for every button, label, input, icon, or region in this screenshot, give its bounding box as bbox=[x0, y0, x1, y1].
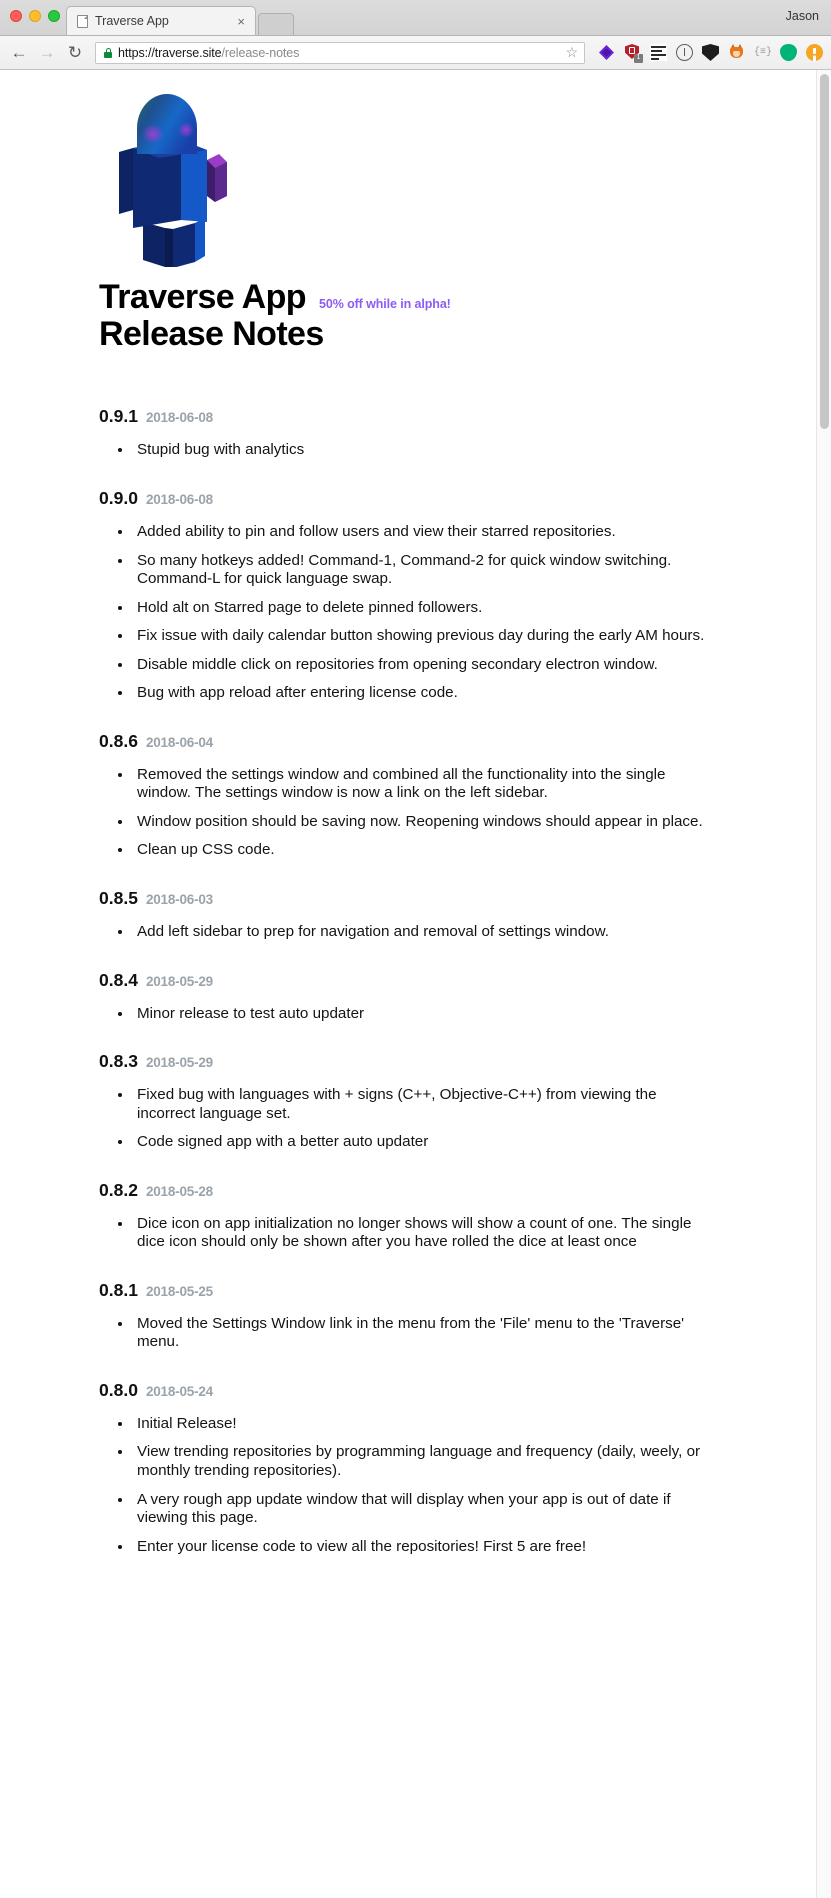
release-version-heading bbox=[99, 1162, 711, 1201]
page-subtitle: Release Notes bbox=[99, 314, 324, 353]
list-item: • Bug with app reload after entering license code. bbox=[133, 684, 711, 703]
window-traffic-lights bbox=[10, 10, 60, 22]
list-item: • Removed the settings window and combined all the functionality into the single window. The settings window is now a link on the left sidebar. bbox=[133, 766, 711, 803]
release-entry bbox=[99, 1033, 711, 1152]
lock-icon bbox=[104, 48, 112, 58]
tab-strip bbox=[0, 0, 831, 36]
release-date: 2018-05-29 bbox=[145, 1055, 213, 1071]
release-date: 2018-05-25 bbox=[145, 1283, 213, 1299]
release-version-heading bbox=[99, 470, 711, 509]
release-version: 0.8.2 bbox=[99, 1179, 138, 1200]
circle-exclamation-extension-icon[interactable] bbox=[676, 44, 693, 61]
list-item: • View trending repositories by programming language and frequency (daily, weely, or monthly trending repositories). bbox=[133, 1443, 711, 1480]
fox-extension-icon[interactable] bbox=[728, 44, 745, 61]
release-entry bbox=[99, 1162, 711, 1252]
list-item: • So many hotkeys added! Command-1, Command-2 for quick window switching. Command-L for quick language swap. bbox=[133, 552, 711, 589]
page-viewport bbox=[0, 70, 831, 1898]
page-scrollbar[interactable] bbox=[816, 70, 831, 1898]
orange-alert-extension-icon[interactable] bbox=[806, 44, 823, 61]
list-item: • Stupid bug with analytics bbox=[133, 441, 711, 460]
release-entry bbox=[99, 713, 711, 860]
maximize-window-button[interactable] bbox=[48, 10, 60, 22]
forward-icon[interactable]: → bbox=[38, 43, 56, 62]
ublock-shield-extension-icon[interactable] bbox=[624, 44, 641, 61]
release-version-heading bbox=[99, 870, 711, 909]
release-notes-list bbox=[99, 923, 711, 942]
release-version-heading bbox=[99, 1033, 711, 1072]
traverse-robot-logo bbox=[107, 92, 227, 267]
release-version-heading bbox=[99, 1262, 711, 1301]
release-version-heading bbox=[99, 952, 711, 991]
list-item: • Window position should be saving now. Reopening windows should appear in place. bbox=[133, 813, 711, 832]
background-tab[interactable] bbox=[258, 13, 294, 35]
list-item: • Hold alt on Starred page to delete pinned followers. bbox=[133, 599, 711, 618]
release-version: 0.8.0 bbox=[99, 1379, 138, 1400]
list-item: • Minor release to test auto updater bbox=[133, 1005, 711, 1024]
release-date: 2018-06-03 bbox=[145, 892, 213, 907]
release-notes-list bbox=[99, 1415, 711, 1556]
lines-list-extension-icon[interactable] bbox=[650, 44, 667, 61]
braces-extension-icon[interactable]: {≡} bbox=[754, 47, 773, 58]
profile-name[interactable]: Jason bbox=[785, 9, 819, 23]
release-entry bbox=[99, 952, 711, 1024]
release-notes-list bbox=[99, 1315, 711, 1352]
release-version: 0.9.1 bbox=[99, 406, 138, 427]
back-icon[interactable]: ← bbox=[10, 43, 28, 62]
minimize-window-button[interactable] bbox=[29, 10, 41, 22]
reload-icon[interactable]: ↻ bbox=[67, 43, 83, 62]
list-item: • Initial Release! bbox=[133, 1415, 711, 1434]
release-version-heading bbox=[99, 713, 711, 752]
list-item: • Add left sidebar to prep for navigation and removal of settings window. bbox=[133, 923, 711, 942]
release-entry bbox=[99, 870, 711, 942]
url-host: https://traverse.site bbox=[118, 45, 222, 60]
release-entry bbox=[99, 470, 711, 703]
promo-badge: 50% off while in alpha! bbox=[318, 297, 451, 311]
list-item: • Enter your license code to view all the repositories! First 5 are free! bbox=[133, 1538, 711, 1557]
release-date: 2018-06-08 bbox=[145, 491, 213, 507]
list-item: • Fix issue with daily calendar button showing previous day during the early AM hours. bbox=[133, 627, 711, 646]
release-notes-list bbox=[99, 441, 711, 460]
release-entry bbox=[99, 1262, 711, 1352]
browser-tab[interactable] bbox=[66, 6, 256, 35]
page-title bbox=[99, 279, 711, 352]
green-balloon-extension-icon[interactable] bbox=[780, 44, 797, 61]
release-version: 0.8.1 bbox=[99, 1279, 138, 1300]
extension-badge-count: 1 bbox=[634, 54, 643, 63]
release-date: 2018-05-24 bbox=[145, 1383, 213, 1399]
list-item: • Fixed bug with languages with + signs (C++, Objective-C++) from viewing the incorrect language set. bbox=[133, 1086, 711, 1123]
browser-toolbar bbox=[0, 36, 831, 70]
list-item: • Code signed app with a better auto updater bbox=[133, 1133, 711, 1152]
close-icon[interactable]: × bbox=[237, 13, 245, 29]
release-date: 2018-06-04 bbox=[145, 734, 213, 750]
release-entry bbox=[99, 1362, 711, 1556]
black-shield-extension-icon[interactable] bbox=[702, 44, 719, 61]
list-item: • Moved the Settings Window link in the menu from the 'File' menu to the 'Traverse' menu. bbox=[133, 1315, 711, 1352]
extension-tray bbox=[591, 44, 823, 61]
page-icon bbox=[77, 15, 88, 28]
release-notes-list bbox=[99, 1215, 711, 1252]
tab-title: Traverse App bbox=[95, 14, 169, 28]
address-bar[interactable] bbox=[95, 42, 585, 64]
scrollbar-thumb[interactable] bbox=[820, 74, 829, 429]
release-notes-page bbox=[0, 70, 831, 1556]
release-date: 2018-05-29 bbox=[145, 973, 213, 989]
release-version: 0.9.0 bbox=[99, 487, 138, 508]
list-item: • Added ability to pin and follow users and view their starred repositories. bbox=[133, 523, 711, 542]
release-version-heading bbox=[99, 388, 711, 427]
diamond-extension-icon[interactable] bbox=[598, 44, 615, 61]
bookmark-star-icon[interactable]: ☆ bbox=[565, 44, 578, 60]
list-item: • Disable middle click on repositories from opening secondary electron window. bbox=[133, 656, 711, 675]
release-version-heading bbox=[99, 1362, 711, 1401]
release-version: 0.8.5 bbox=[99, 888, 138, 908]
release-notes-list bbox=[99, 1005, 711, 1024]
list-item: • A very rough app update window that will display when your app is out of date if viewing this page. bbox=[133, 1491, 711, 1528]
url-path: /release-notes bbox=[221, 45, 300, 60]
release-notes-list bbox=[99, 766, 711, 860]
release-entry bbox=[99, 388, 711, 460]
release-list bbox=[99, 388, 711, 1556]
list-item: • Dice icon on app initialization no longer shows will show a count of one. The single dice icon should only be shown after you have rolled the dice at least once bbox=[133, 1215, 711, 1252]
release-date: 2018-05-28 bbox=[145, 1183, 213, 1199]
release-version: 0.8.4 bbox=[99, 969, 138, 990]
release-notes-list bbox=[99, 523, 711, 703]
page-title-main: Traverse App bbox=[99, 278, 306, 316]
release-notes-list bbox=[99, 1086, 711, 1152]
url-text bbox=[118, 46, 559, 60]
release-version: 0.8.3 bbox=[99, 1051, 138, 1072]
release-version: 0.8.6 bbox=[99, 730, 138, 751]
close-window-button[interactable] bbox=[10, 10, 22, 22]
list-item: • Clean up CSS code. bbox=[133, 841, 711, 860]
release-date: 2018-06-08 bbox=[145, 410, 213, 426]
